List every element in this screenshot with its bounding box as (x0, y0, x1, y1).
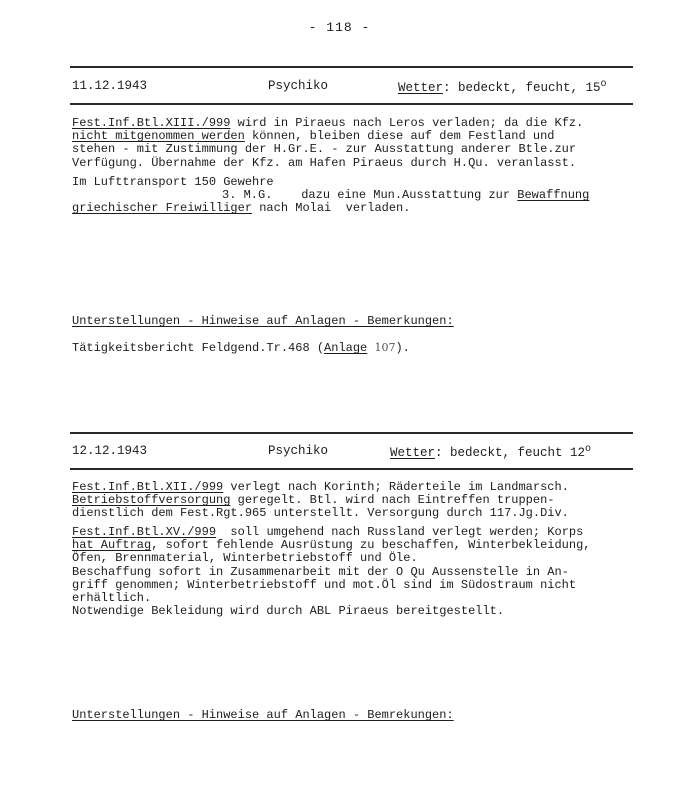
page-number: - 118 - (308, 20, 371, 35)
unit-name: Fest.Inf.Btl.XII./999 (72, 480, 224, 494)
entry-paragraph: Fest.Inf.Btl.XV./999 soll umgehend nach Russland verlegt werden; Korps hat Auftrag, sofort fehlende Ausrüstung zu beschaffen, Winterbekleidung, Öfen, Brennmaterial, Winterbetriebstoff und Öle. Beschaffung sofort in Zusammenarbeit mit der O Qu Aussenstelle in An- griff genommen; Winterbetriebstoff und mot.Öl sind im Südostraum nicht erhältlich. Notwendige Bekleidung wird durch ABL Piraeus bereitgestellt. (72, 525, 591, 619)
weather-value: : bedeckt, feucht 12 (435, 446, 586, 461)
entry-paragraph: Fest.Inf.Btl.XIII./999 wird in Piraeus nach Leros verladen; da die Kfz. nicht mitgenommen werden können, bleiben diese auf dem Festland und stehen - mit Zustimmung der H.Gr.E. - zur Ausstattung anderer Btle.zur Verfügung. Übernahme der Kfz. am Hafen Piraeus durch H.Qu. veranlasst. (72, 116, 584, 170)
entry-paragraph: Im Lufttransport 150 Gewehre 3. M.G. dazu eine Mun.Ausstattung zur Bewaffnung griechischer Freiwilliger nach Molai verladen. (72, 175, 590, 216)
entry-header-rule (70, 103, 633, 105)
entry-header-rule (70, 468, 633, 470)
annex-number: 107 (374, 341, 396, 354)
entry-date: 12.12.1943 (72, 444, 148, 458)
entry-top-rule (70, 432, 633, 434)
entry-top-rule (70, 66, 633, 68)
unit-name: Fest.Inf.Btl.XV./999 (72, 525, 217, 539)
remarks-text: Tätigkeitsbericht Feldgend.Tr.468 (Anlage 107). (72, 341, 410, 355)
unit-name: Fest.Inf.Btl.XIII./999 (72, 116, 231, 130)
remarks-heading: Unterstellungen - Hinweise auf Anlagen - Bemrekungen: (72, 708, 454, 722)
entry-paragraph: Fest.Inf.Btl.XII./999 verlegt nach Korinth; Räderteile im Landmarsch. Betriebstoffversorgung geregelt. Btl. wird nach Eintreffen truppen- dienstlich dem Fest.Rgt.965 unterstellt. Versorgung durch 117.Jg.Div. (72, 480, 569, 521)
weather-info (398, 79, 607, 95)
remarks-heading: Unterstellungen - Hinweise auf Anlagen - Bemerkungen: (72, 314, 454, 328)
weather-info (390, 444, 591, 460)
degree-mark: o (585, 444, 592, 455)
weather-label: Wetter (390, 446, 436, 461)
entry-place: Psychiko (268, 79, 329, 93)
weather-value: : bedeckt, feucht, 15 (443, 81, 601, 96)
degree-mark: o (600, 79, 607, 90)
entry-place: Psychiko (268, 444, 329, 458)
annex-link: Anlage (324, 341, 368, 355)
weather-label: Wetter (398, 81, 444, 96)
entry-date: 11.12.1943 (72, 79, 148, 93)
